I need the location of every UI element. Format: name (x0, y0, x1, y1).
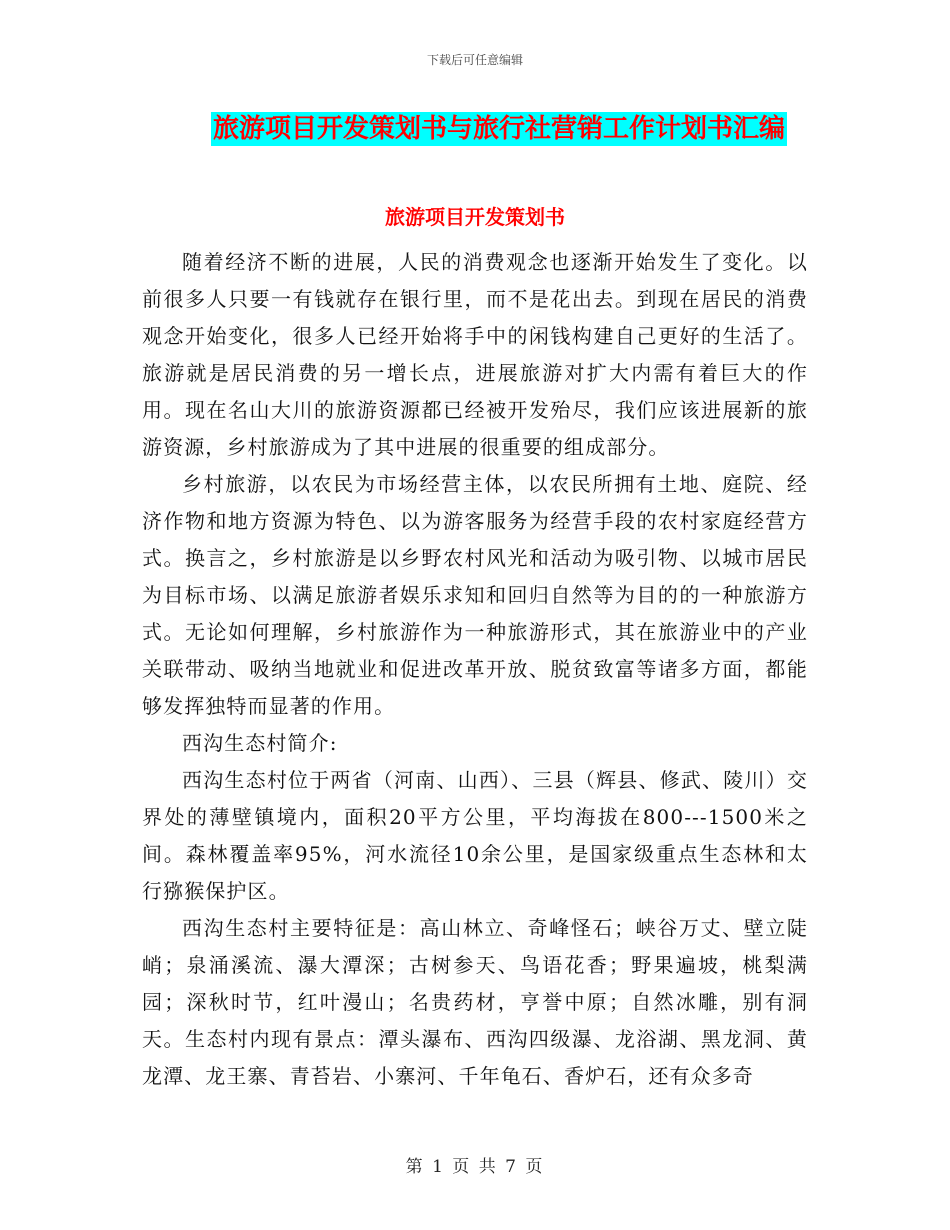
paragraph-2: 乡村旅游，以农民为市场经营主体，以农民所拥有土地、庭院、经济作物和地方资源为特色、以为游客服务为经营手段的农村家庭经营方式。换言之，乡村旅游是以乡野农村风光和活动为吸引物、以城市居民为目标市场、以满足旅游者娱乐求知和回归自然等为目的的一种旅游方式。无论如何理解，乡村旅游作为一种旅游形式，其在旅游业中的产业关联带动、吸纳当地就业和促进改革开放、脱贫致富等诸多方面，都能够发挥独特而显著的作用。 (142, 472, 808, 718)
page-number: 第 1 页 共 7 页 (405, 1157, 545, 1177)
paragraph-4: 西沟生态村位于两省（河南、山西）、三县（辉县、修武、陵川）交界处的薄壁镇境内，面积20平方公里，平均海拔在800---1500米之间。森林覆盖率95%，河水流径10余公里，是国家级重点生态林和太行猕猴保护区。 (142, 768, 808, 903)
page-header: 下载后可任意编辑 (426, 53, 523, 67)
paragraph-5: 西沟生态村主要特征是：高山林立、奇峰怪石；峡谷万丈、壁立陡峭；泉涌溪流、瀑大潭深；古树参天、鸟语花香；野果遍坡，桃梨满园；深秋时节，红叶漫山；名贵药材，亨誉中原；自然冰雕，别有洞天。生态村内现有景点：潭头瀑布、西沟四级瀑、龙浴湖、黑龙洞、黄龙潭、龙王寨、青苔岩、小寨河、千年龟石、香炉石，还有众多奇 (142, 916, 808, 1088)
document-body (142, 244, 808, 1095)
document-title-container (0, 112, 950, 146)
paragraph-1: 随着经济不断的进展，人民的消费观念也逐渐开始发生了变化。以前很多人只要一有钱就存在银行里，而不是花出去。到现在居民的消费观念开始变化，很多人已经开始将手中的闲钱构建自己更好的生活了。旅游就是居民消费的另一增长点，进展旅游对扩大内需有着巨大的作用。现在名山大川的旅游资源都已经被开发殆尽，我们应该进展新的旅游资源，乡村旅游成为了其中进展的很重要的组成部分。 (142, 250, 808, 459)
document-title: 旅游项目开发策划书与旅行社营销工作计划书汇编 (212, 114, 785, 144)
paragraph-3: 西沟生态村简介: (182, 731, 338, 755)
section-title: 旅游项目开发策划书 (385, 205, 565, 229)
